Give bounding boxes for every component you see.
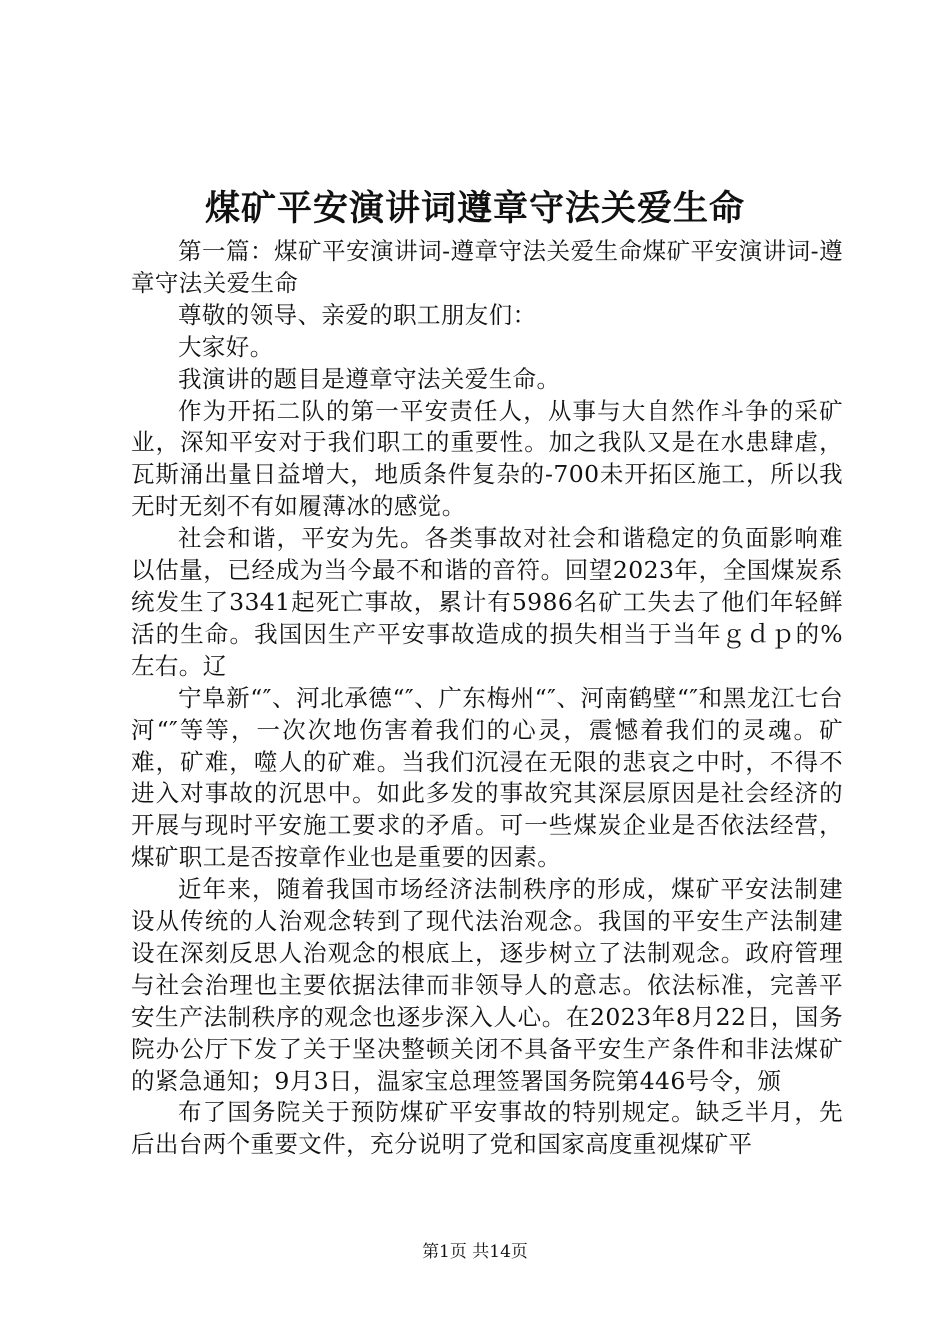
paragraph: 大家好。 [178,332,274,361]
paragraph: 尊敬的领导、亲爱的职工朋友们： [178,300,537,329]
document-body [131,236,843,1161]
paragraph: 宁阜新“″、河北承德“″、广东梅州“″、河南鹤壁“″和黑龙江七台河“″等等，一次次地伤害着我们的心灵，震憾着我们的灵魂。矿难，矿难，噬人的矿难。当我们沉浸在无限的悲哀之中时，不得不进入对事故的沉思中。如此多发的事故究其深层原因是社会经济的开展与现时平安施工要求的矛盾。可一些煤炭企业是否依法经营，煤矿职工是否按章作业也是重要的因素。 [131,683,843,872]
page-footer: 第1页 共14页 [422,1242,528,1262]
paragraph: 布了国务院关于预防煤矿平安事故的特别规定。缺乏半月，先后出台两个重要文件，充分说明了党和国家高度重视煤矿平 [131,1098,843,1159]
document-title: 煤矿平安演讲词遵章守法关爱生命 [204,188,745,229]
paragraph: 近年来，随着我国市场经济法制秩序的形成，煤矿平安法制建设从传统的人治观念转到了现代法治观念。我国的平安生产法制建设在深刻反思人治观念的根底上，逐步树立了法制观念。政府管理与社会治理也主要依据法律而非领导人的意志。依法标准，完善平安生产法制秩序的观念也逐步深入人心。在2023年8月22日，国务院办公厅下发了关于坚决整顿关闭不具备平安生产条件和非法煤矿的紧急通知；9月3日，温家宝总理签署国务院第446号令，颁 [131,875,843,1095]
paragraph: 我演讲的题目是遵章守法关爱生命。 [178,364,561,393]
paragraph: 作为开拓二队的第一平安责任人，从事与大自然作斗争的采矿业，深知平安对于我们职工的重要性。加之我队又是在水患肆虐，瓦斯涌出量日益增大，地质条件复杂的-700未开拓区施工，所以我无时无刻不有如履薄冰的感觉。 [131,396,843,521]
paragraph: 第一篇：煤矿平安演讲词-遵章守法关爱生命煤矿平安演讲词-遵章守法关爱生命 [131,237,843,297]
paragraph: 社会和谐，平安为先。各类事故对社会和谐稳定的负面影响难以估量，已经成为当今最不和谐的音符。回望2023年，全国煤炭系统发生了3341起死亡事故，累计有5986名矿工失去了他们年轻鲜活的生命。我国因生产平安事故造成的损失相当于当年ｇｄｐ的%左右。辽 [131,524,843,680]
